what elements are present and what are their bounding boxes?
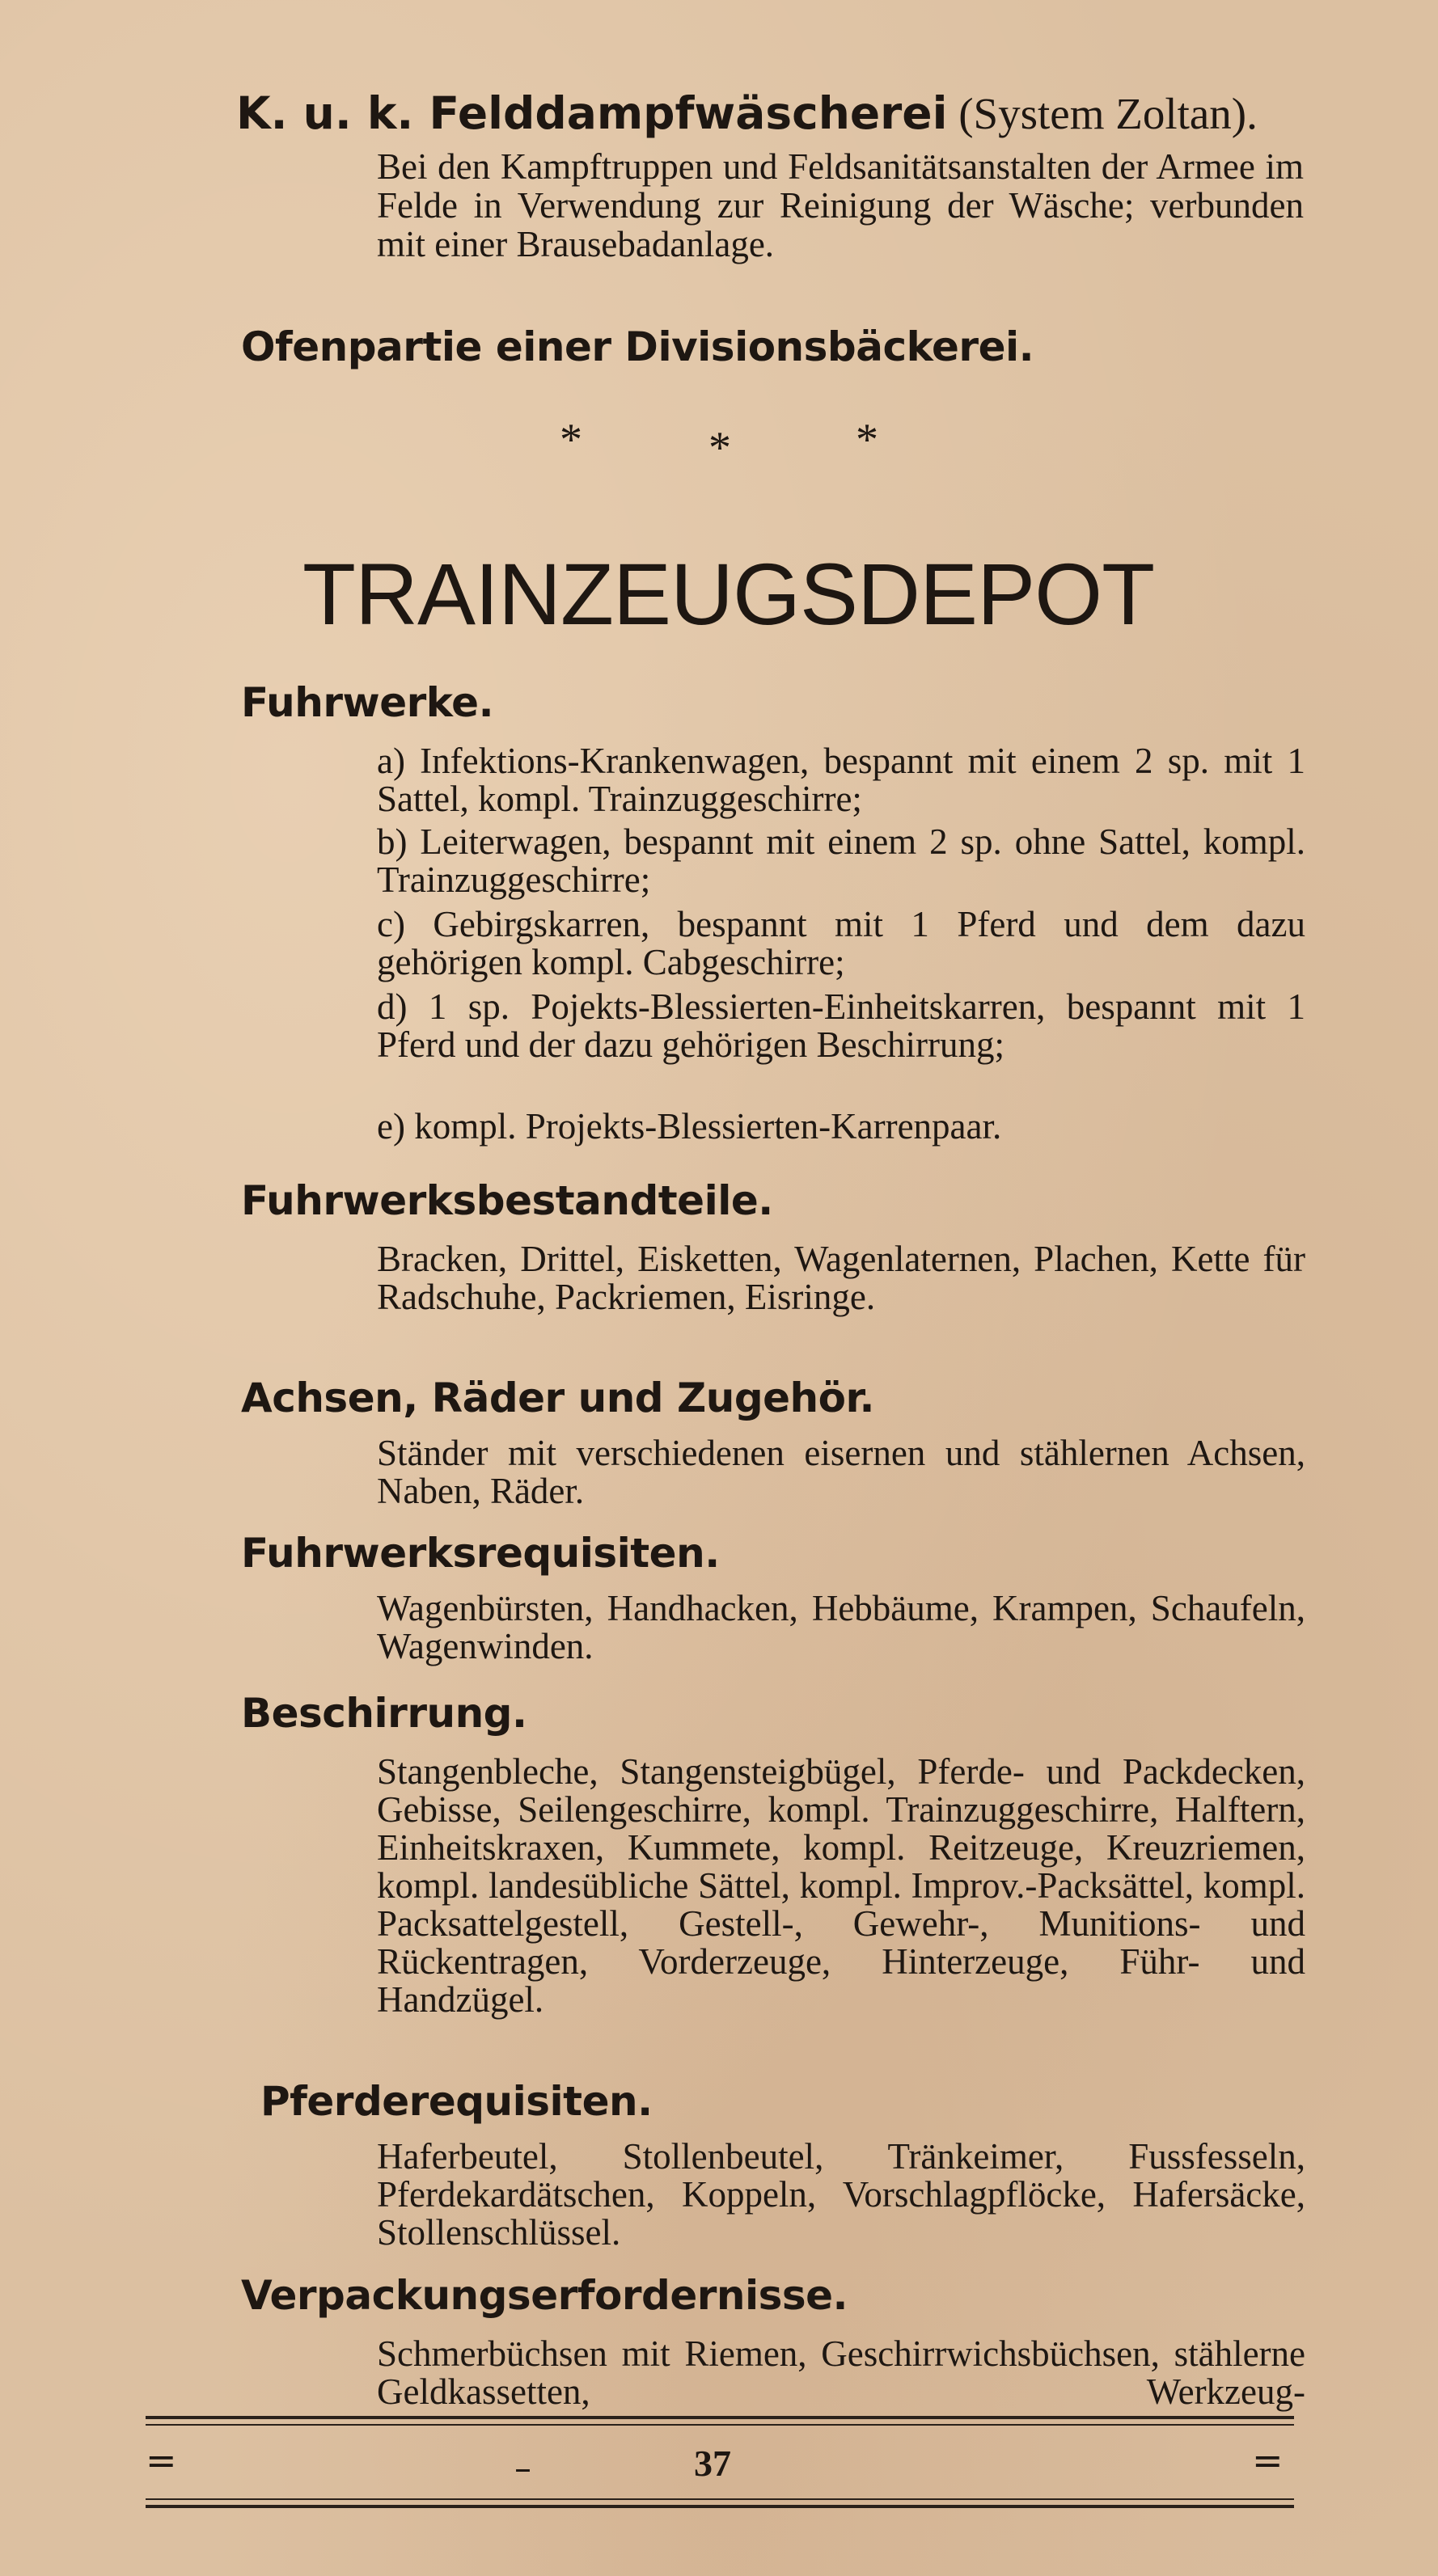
footer-rule-top	[146, 2416, 1294, 2419]
section-heading-achsen: Achsen, Räder und Zugehör.	[241, 1375, 875, 1421]
list-item: a) Infektions-Krankenwagen, bespannt mit einem 2 sp. mit 1 Sattel, kompl. Trainzuggeschirre;	[377, 741, 1305, 819]
section-heading-verpackung: Verpackungserfordernisse.	[241, 2272, 848, 2319]
divider-star: *	[560, 415, 582, 465]
star-divider	[0, 414, 1438, 471]
divider-star: *	[856, 415, 878, 465]
section-text-bestandteile: Bracken, Drittel, Eisketten, Wagenlaternen, Plachen, Kette für Radschuhe, Packriemen, Eisringe.	[377, 1239, 1305, 1317]
section-heading-bestandteile: Fuhrwerksbestandteile.	[241, 1177, 773, 1224]
footer-mark-center: –	[514, 2448, 531, 2488]
list-item: e) kompl. Projekts-Blessierten-Karrenpaar.	[377, 1106, 1002, 1147]
footer-rule-top-thin	[146, 2424, 1294, 2426]
section-heading-pferderequisiten: Pferderequisiten.	[260, 2078, 653, 2125]
section-heading-fuhrwerke: Fuhrwerke.	[241, 679, 494, 726]
section-text-achsen: Ständer mit verschiedenen eisernen und stählernen Achsen, Naben, Räder.	[377, 1433, 1305, 1511]
section-text-verpackung: Schmerbüchsen mit Riemen, Geschirrwichsbüchsen, stählerne Geldkassetten, Werkzeug-	[377, 2333, 1305, 2412]
section-text-beschirrung: Stangenbleche, Stangensteigbügel, Pferde- und Packdecken, Gebisse, Seilengeschirre, kompl. Trainzuggeschirre, Halftern, Einheitskraxen, Kummete, kompl. Reitzeuge, Kreuzriemen, kompl. landesübliche Sättel, kompl. Improv.-Packsättel, kompl. Packsattelgestell, Gestell-, Gewehr-, Munitions- und Rückentragen, Vorderzeuge, Hinterzeuge, Führ- und Handzügel.	[377, 1751, 1305, 2020]
footer-mark-right: =	[1252, 2439, 1284, 2482]
section-text-requisiten: Wagenbürsten, Handhacken, Hebbäume, Krampen, Schaufeln, Wagenwinden.	[377, 1588, 1305, 1666]
footer-mark-left: =	[146, 2439, 177, 2482]
list-item: d) 1 sp. Pojekts-Blessierten-Einheitskarren, bespannt mit 1 Pferd und der dazu gehörigen Beschirrung;	[377, 986, 1305, 1065]
ofenpartie-heading: Ofenpartie einer Divisionsbäckerei.	[241, 323, 1034, 370]
list-item: b) Leiterwagen, bespannt mit einem 2 sp. ohne Sattel, kompl. Trainzuggeschirre;	[377, 821, 1305, 900]
main-title: TRAINZEUGSDEPOT	[302, 545, 1155, 643]
section-heading-requisiten: Fuhrwerksrequisiten.	[241, 1530, 720, 1577]
top-entry-title	[236, 87, 1258, 139]
top-entry-title-bold: K. u. k. Felddampfwäscherei	[236, 87, 948, 139]
top-entry-description: Bei den Kampftruppen und Feldsanitätsanstalten der Armee im Felde in Verwendung zur Reinigung der Wäsche; verbunden mit einer Brausebadanlage.	[377, 146, 1304, 264]
divider-star: *	[708, 423, 731, 473]
section-heading-beschirrung: Beschirrung.	[241, 1690, 527, 1737]
page-number: 37	[694, 2443, 731, 2484]
footer-rule-bottom	[146, 2505, 1294, 2508]
list-item: c) Gebirgskarren, bespannt mit 1 Pferd und dem dazu gehörigen kompl. Cabgeschirre;	[377, 904, 1305, 982]
top-entry-title-normal: (System Zoltan).	[958, 89, 1258, 138]
footer-rule-bottom-thin	[146, 2498, 1294, 2500]
section-text-pferderequisiten: Haferbeutel, Stollenbeutel, Tränkeimer, Fussfesseln, Pferdekardätschen, Koppeln, Vorschlagpflöcke, Hafersäcke, Stollenschlüssel.	[377, 2136, 1305, 2253]
